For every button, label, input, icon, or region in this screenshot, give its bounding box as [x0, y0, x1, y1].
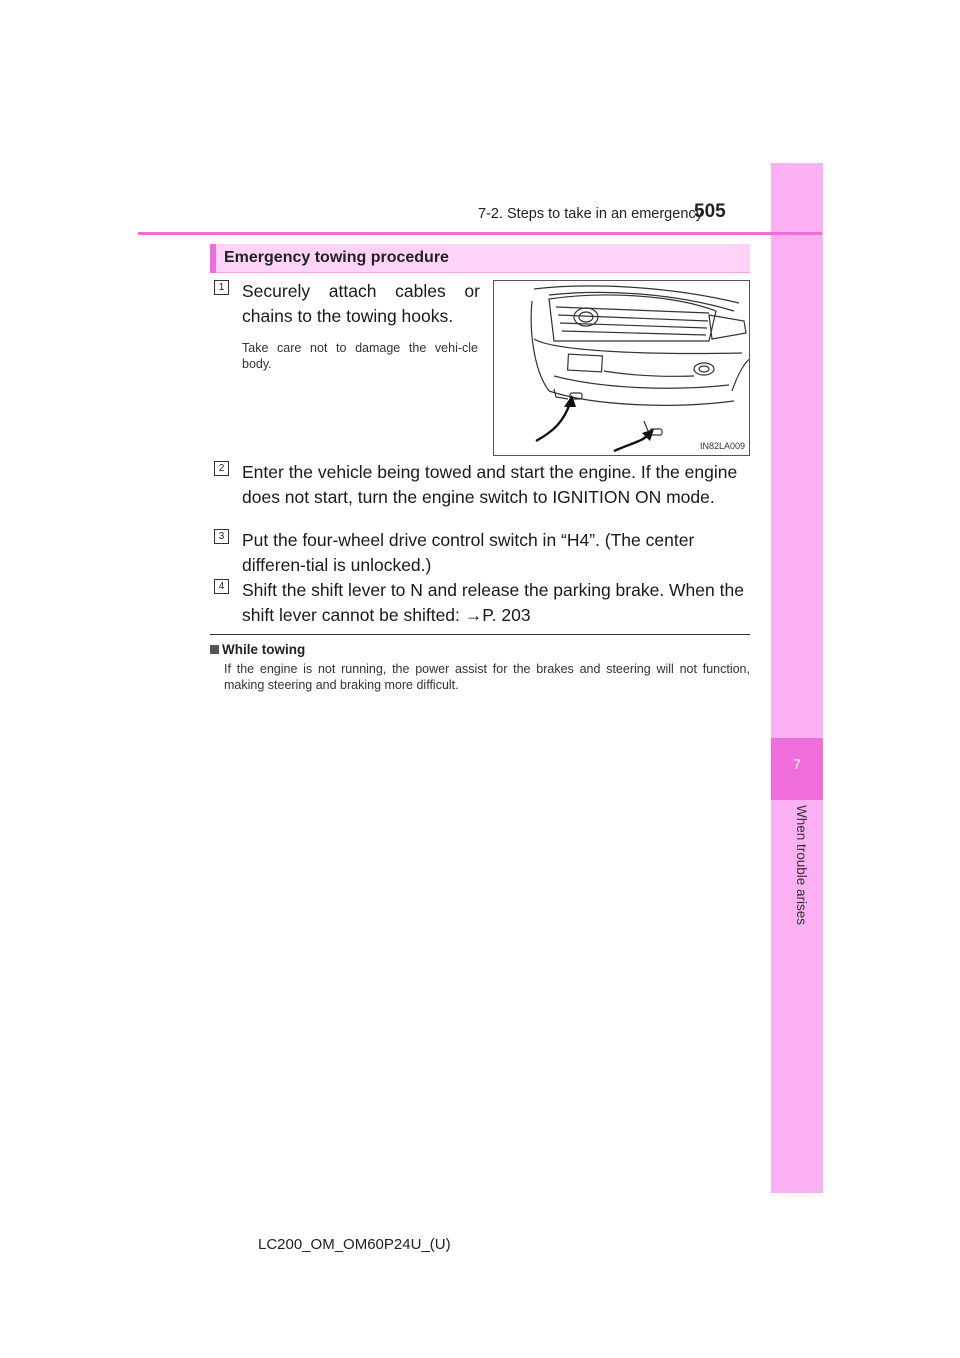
step-marker-4: 4	[214, 579, 229, 594]
page-number: 505	[694, 201, 726, 222]
notes-body: If the engine is not running, the power assist for the brakes and steering will not function, making steering and braking more difficult.	[224, 662, 750, 692]
footer-doc-code: LC200_OM_OM60P24U_(U)	[258, 1236, 451, 1253]
section-heading-accent	[210, 244, 216, 273]
step-marker-3: 3	[214, 529, 229, 544]
step-2-text: Enter the vehicle being towed and start the engine. If the engine does not start, turn the engine switch to IGNITION ON mode.	[242, 462, 738, 507]
step-1-text: Securely attach cables or chains to the towing hooks.	[242, 281, 480, 326]
figure-code: IN82LA009	[700, 441, 746, 451]
chapter-number: 7	[793, 756, 801, 772]
step-marker-2: 2	[214, 461, 229, 476]
notes-heading-text: While towing	[222, 642, 306, 657]
chapter-tab-strip	[771, 163, 823, 1193]
vehicle-front-drawing	[494, 281, 750, 456]
notes-heading	[210, 642, 305, 657]
header-rule	[138, 232, 822, 235]
towing-hooks-illustration	[493, 280, 750, 456]
section-heading: Emergency towing procedure	[224, 249, 449, 266]
chapter-title: When trouble arises	[794, 805, 809, 926]
step-marker-1: 1	[214, 280, 229, 295]
step-4-text: Shift the shift lever to N and release the parking brake. When the shift lever cannot be shifted: →P. 203	[242, 580, 744, 625]
step-1-note: Take care not to damage the vehi-cle body.	[242, 341, 478, 371]
notes-divider	[210, 634, 750, 635]
step-3-text: Put the four-wheel drive control switch in “H4”. (The center differen-tial is unlocked.)	[242, 530, 695, 575]
square-bullet-icon	[210, 645, 219, 654]
section-label: 7-2. Steps to take in an emergency	[478, 206, 703, 222]
